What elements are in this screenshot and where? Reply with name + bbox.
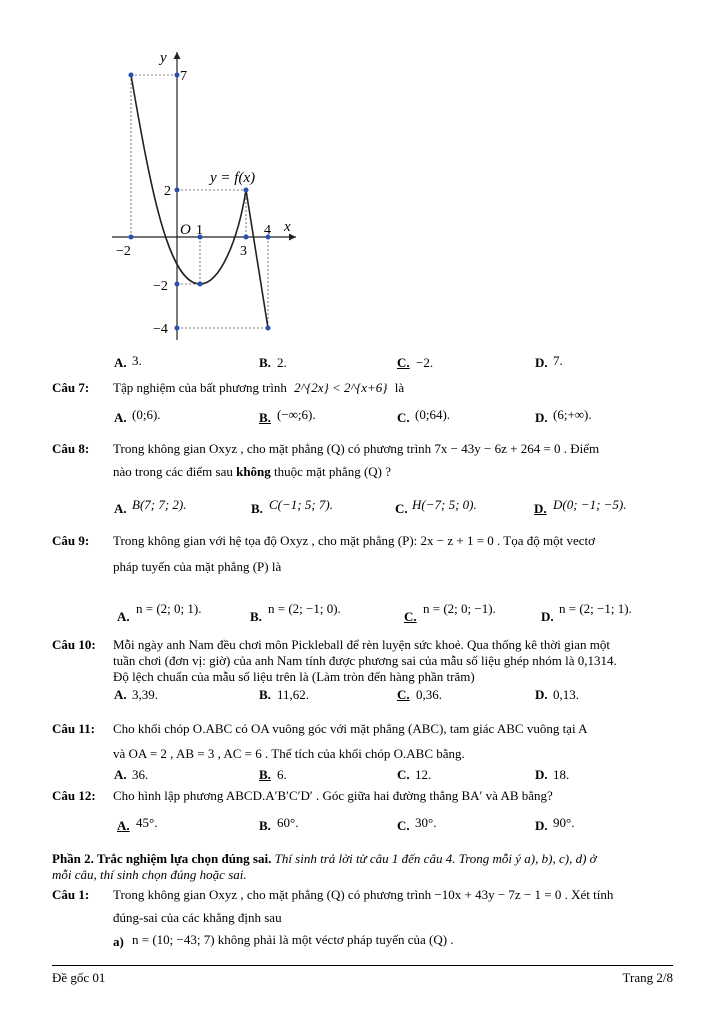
q11-opt-c[interactable]: 12. bbox=[415, 767, 432, 782]
p2q1-line1: Trong không gian Oxyz , cho mặt phẳng (Q) có phương trình −10x + 43y − 7z − 1 = 0 . Xét tính bbox=[113, 887, 614, 902]
q10-line3: Độ lệch chuẩn của mẫu số liệu trên là (Làm tròn đến hàng phần trăm) bbox=[113, 669, 475, 684]
q8-opt-d[interactable]: D(0; −1; −5). bbox=[553, 497, 627, 512]
q11-label: Câu 11: bbox=[52, 721, 95, 736]
q11-opt-d[interactable]: 18. bbox=[553, 767, 570, 782]
q12-opt-a[interactable]: 45°. bbox=[136, 815, 158, 830]
footer-page-number: Trang 2/8 bbox=[622, 970, 673, 985]
part2-instructions-1: Thí sinh trả lời từ câu 1 đến câu 4. Trong mỗi ý a), b), c), d) ở bbox=[271, 851, 597, 866]
q10-opt-c[interactable]: 0,36. bbox=[416, 687, 442, 702]
p2q1-label: Câu 1: bbox=[52, 887, 90, 902]
q9-opt-d-label: D. bbox=[541, 609, 554, 624]
q6-opt-b-label: B. bbox=[259, 355, 271, 370]
footer-left: Đề gốc 01 bbox=[52, 970, 106, 985]
function-curve bbox=[131, 75, 268, 328]
q8-line2-bold: không bbox=[236, 464, 271, 479]
q8-line2-a: nào trong các điểm sau bbox=[113, 464, 237, 479]
tick-y-neg4: −4 bbox=[153, 322, 168, 337]
q10-opt-d[interactable]: 0,13. bbox=[553, 687, 579, 702]
q8-opt-b-label: B. bbox=[251, 501, 263, 516]
tick-y-2: 2 bbox=[164, 184, 171, 199]
q12-opt-c-label: C. bbox=[397, 818, 410, 833]
q6-opt-c-label: C. bbox=[397, 355, 410, 370]
q7-opt-d-label: D. bbox=[535, 410, 548, 425]
q12-line1: Cho hình lập phương ABCD.A′B′C′D′ . Góc giữa hai đường thẳng BA′ và AB bằng? bbox=[113, 788, 553, 803]
q6-opt-b[interactable]: 2. bbox=[277, 355, 287, 370]
q9-label: Câu 9: bbox=[52, 533, 90, 548]
q6-opt-d[interactable]: 7. bbox=[553, 353, 563, 368]
p2q1-a-label: a) bbox=[113, 934, 124, 949]
q7-opt-a[interactable]: (0;6). bbox=[132, 407, 161, 422]
q9-opt-a-label: A. bbox=[117, 609, 130, 624]
part2-title: Phần 2. Trắc nghiệm lựa chọn đúng sai. bbox=[52, 851, 272, 866]
graph-points bbox=[129, 73, 271, 331]
q7-label: Câu 7: bbox=[52, 380, 90, 395]
q8-opt-c-label: C. bbox=[395, 501, 408, 516]
q7-text bbox=[113, 380, 404, 396]
q10-label: Câu 10: bbox=[52, 637, 96, 652]
q12-opt-b[interactable]: 60°. bbox=[277, 815, 299, 830]
q6-opt-a-label: A. bbox=[114, 355, 127, 370]
q7-opt-b[interactable]: (−∞;6). bbox=[277, 407, 316, 422]
q7-inequality: 2^{2x} < 2^{x+6} bbox=[294, 380, 388, 395]
q11-opt-d-label: D. bbox=[535, 767, 548, 782]
q7-opt-d[interactable]: (6;+∞). bbox=[553, 407, 592, 422]
q7-tail: là bbox=[394, 380, 405, 395]
q12-opt-d-label: D. bbox=[535, 818, 548, 833]
q11-opt-b-label: B. bbox=[259, 767, 271, 782]
q9-opt-b-label: B. bbox=[250, 609, 262, 624]
q8-line2-c: thuộc mặt phẳng (Q) ? bbox=[270, 464, 392, 479]
q11-line2: và OA = 2 , AB = 3 , AC = 6 . Thể tích của khối chóp O.ABC bằng. bbox=[113, 746, 465, 761]
y-axis-label: y bbox=[160, 50, 167, 66]
q7-opt-c[interactable]: (0;64). bbox=[415, 407, 451, 422]
function-graph bbox=[108, 45, 308, 345]
q9-line2: pháp tuyến của mặt phẳng (P) là bbox=[113, 559, 282, 574]
q6-opt-a[interactable]: 3. bbox=[132, 353, 142, 368]
tick-x-1: 1 bbox=[196, 223, 203, 238]
q9-line1: Trong không gian với hệ tọa độ Oxyz , cho mặt phẳng (P): 2x − z + 1 = 0 . Tọa độ một vectơ bbox=[113, 533, 596, 548]
x-axis-label: x bbox=[284, 219, 291, 235]
q8-opt-c[interactable]: H(−7; 5; 0). bbox=[412, 497, 477, 512]
q8-opt-d-label: D. bbox=[534, 501, 547, 516]
p2q1-line2: đúng-sai của các khẳng định sau bbox=[113, 910, 282, 925]
q9-opt-c[interactable]: n = (2; 0; −1). bbox=[423, 601, 496, 616]
q8-opt-b[interactable]: C(−1; 5; 7). bbox=[269, 497, 334, 512]
q9-opt-c-label: C. bbox=[404, 609, 417, 624]
q10-opt-b[interactable]: 11,62. bbox=[277, 687, 310, 702]
q12-opt-a-label: A. bbox=[117, 818, 130, 833]
q8-opt-a-label: A. bbox=[114, 501, 127, 516]
q11-opt-b[interactable]: 6. bbox=[277, 767, 287, 782]
tick-x-4: 4 bbox=[264, 223, 271, 238]
q10-opt-c-label: C. bbox=[397, 687, 410, 702]
q6-opt-d-label: D. bbox=[535, 355, 548, 370]
q11-opt-c-label: C. bbox=[397, 767, 410, 782]
q10-opt-a-label: A. bbox=[114, 687, 127, 702]
q12-opt-b-label: B. bbox=[259, 818, 271, 833]
q7-opt-b-label: B. bbox=[259, 410, 271, 425]
q7-opt-a-label: A. bbox=[114, 410, 127, 425]
q8-label: Câu 8: bbox=[52, 441, 90, 456]
q7-text-body: Tập nghiệm của bất phương trình bbox=[113, 380, 287, 395]
tick-y-neg2: −2 bbox=[153, 279, 168, 294]
q6-opt-c[interactable]: −2. bbox=[416, 355, 434, 370]
q8-opt-a[interactable]: B(7; 7; 2). bbox=[132, 497, 187, 512]
q9-opt-d[interactable]: n = (2; −1; 1). bbox=[559, 601, 632, 616]
q10-line2: tuần chơi (đơn vị: giờ) của anh Nam tính được phương sai của mẫu số liệu ghép nhóm là 0,1314. bbox=[113, 653, 617, 668]
q10-opt-a[interactable]: 3,39. bbox=[132, 687, 158, 702]
q12-opt-c[interactable]: 30°. bbox=[415, 815, 437, 830]
q7-opt-c-label: C. bbox=[397, 410, 410, 425]
q12-opt-d[interactable]: 90°. bbox=[553, 815, 575, 830]
part2-heading bbox=[52, 851, 597, 867]
part2-instructions-2: mỗi câu, thí sinh chọn đúng hoặc sai. bbox=[52, 867, 247, 882]
q8-line1: Trong không gian Oxyz , cho mặt phẳng (Q) có phương trình 7x − 43y − 6z + 264 = 0 . Điểm bbox=[113, 441, 600, 456]
q9-opt-b[interactable]: n = (2; −1; 0). bbox=[268, 601, 341, 616]
footer-divider bbox=[52, 965, 673, 966]
q11-opt-a-label: A. bbox=[114, 767, 127, 782]
q11-line1: Cho khối chóp O.ABC có OA vuông góc với mặt phẳng (ABC), tam giác ABC vuông tại A bbox=[113, 721, 588, 736]
q8-line2 bbox=[113, 464, 391, 480]
tick-y-7: 7 bbox=[180, 69, 187, 84]
q10-opt-d-label: D. bbox=[535, 687, 548, 702]
q11-opt-a[interactable]: 36. bbox=[132, 767, 149, 782]
q10-line1: Mỗi ngày anh Nam đều chơi môn Pickleball để rèn luyện sức khoẻ. Qua thống kê thời gian một bbox=[113, 637, 610, 652]
origin-label: O bbox=[180, 222, 191, 238]
q9-opt-a[interactable]: n = (2; 0; 1). bbox=[136, 601, 202, 616]
p2q1-a-text[interactable]: n = (10; −43; 7) không phải là một véctơ pháp tuyến của (Q) . bbox=[132, 932, 454, 947]
tick-x-neg2: −2 bbox=[116, 244, 131, 259]
func-label: y = f(x) bbox=[210, 170, 256, 186]
tick-x-3: 3 bbox=[240, 244, 247, 259]
q12-label: Câu 12: bbox=[52, 788, 96, 803]
q10-opt-b-label: B. bbox=[259, 687, 271, 702]
